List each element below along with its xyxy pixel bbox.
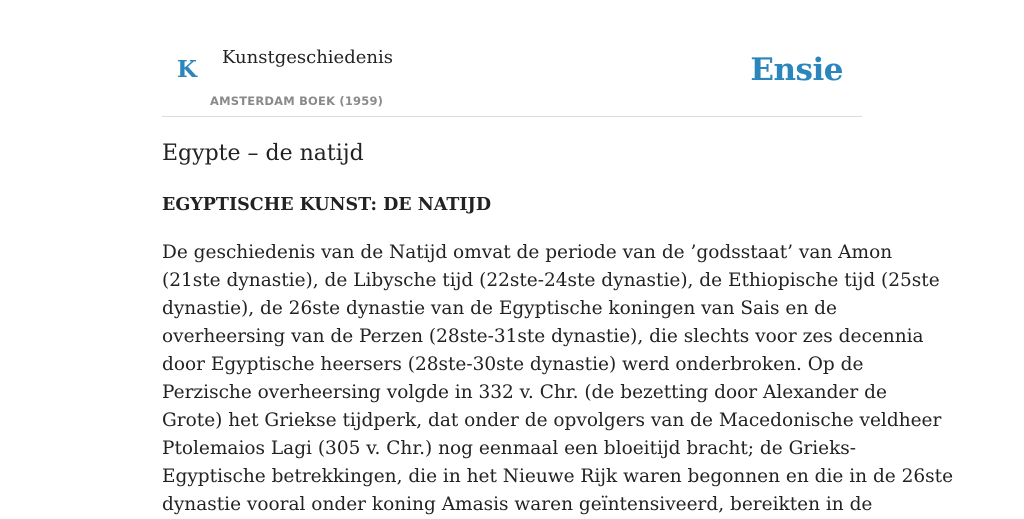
body-line: Egyptische betrekkingen, die in het Nieuwe Rijk waren begonnen en die in de 26ste <box>162 466 954 487</box>
section-letter-link[interactable]: K <box>177 56 197 83</box>
body-line: door Egyptische heersers (28ste-30ste dynastie) werd onderbroken. Op de <box>162 354 864 375</box>
body-line: Perzische overheersing volgde in 332 v. Chr. (de bezetting door Alexander de <box>162 382 887 403</box>
body-line: dynastie), de 26ste dynastie van de Egyptische koningen van Sais en de <box>162 298 837 319</box>
body-line: dynastie vooral onder koning Amasis waren geïntensiveerd, bereikten in de <box>162 494 873 515</box>
body-line: overheersing van de Perzen (28ste-31ste dynastie), die slechts voor zes decennia <box>162 326 924 347</box>
book-title[interactable]: Kunstgeschiedenis <box>222 47 393 68</box>
body-line: Grote) het Griekse tijdperk, dat onder de opvolgers van de Macedonische veldheer <box>162 410 942 431</box>
page-header <box>162 0 862 117</box>
brand-logo[interactable]: Ensie <box>750 52 843 88</box>
book-meta: AMSTERDAM BOEK (1959) <box>210 94 384 108</box>
article-title: Egypte – de natijd <box>162 141 364 166</box>
body-line: Ptolemaios Lagi (305 v. Chr.) nog eenmaal een bloeitijd bracht; de Grieks- <box>162 438 857 459</box>
article-subheading: EGYPTISCHE KUNST: DE NATIJD <box>162 195 491 215</box>
body-line: (21ste dynastie), de Libysche tijd (22ste-24ste dynastie), de Ethiopische tijd (25ste <box>162 270 940 291</box>
body-line: De geschiedenis van de Natijd omvat de periode van de ’godsstaat’ van Amon <box>162 242 893 263</box>
article-body <box>162 239 954 519</box>
